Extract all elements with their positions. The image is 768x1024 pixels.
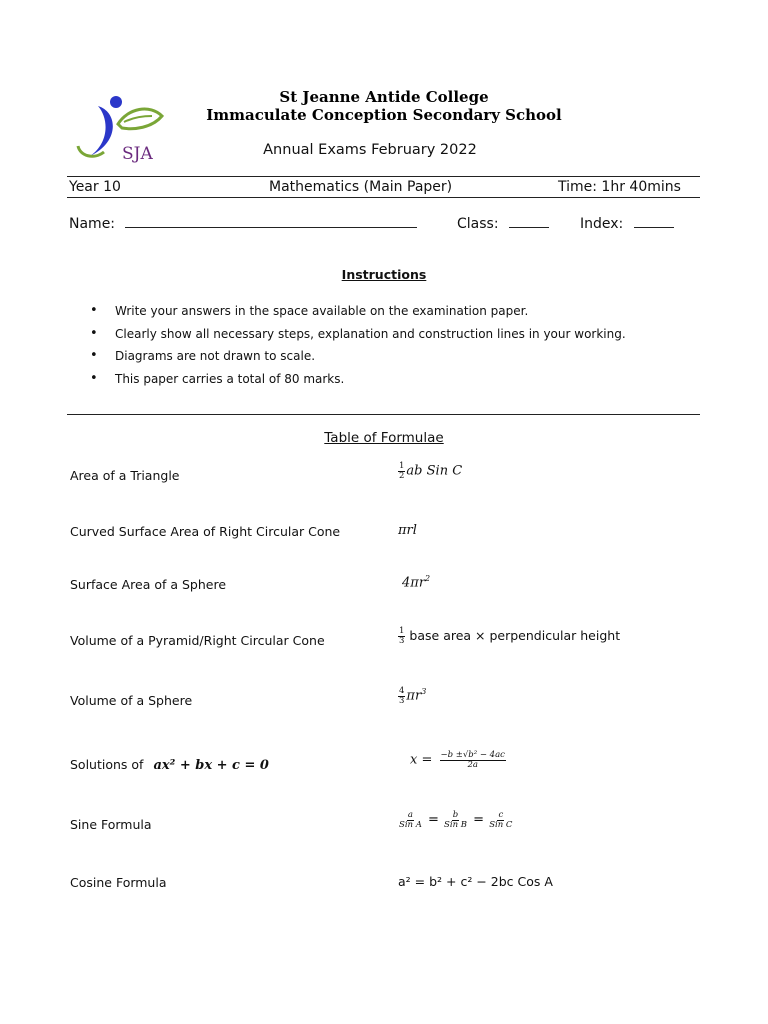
formula-label: Curved Surface Area of Right Circular Cone [70, 524, 341, 539]
name-label: Name: [69, 216, 116, 232]
logo-text: SJA [122, 144, 153, 164]
section-rule [67, 414, 700, 415]
formulae-title: Table of Formulae [324, 430, 444, 446]
formula-label: Volume of a Pyramid/Right Circular Cone [70, 633, 325, 648]
school-name: St Jeanne Antide College [279, 88, 489, 106]
paper-label: Mathematics (Main Paper) [269, 179, 453, 195]
formula-expression: $\frac{4}{3}$ $\pi r^3$ [399, 686, 427, 706]
header-rule-bottom [67, 197, 700, 198]
exam-title: Annual Exams February 2022 [263, 142, 477, 158]
formula-label: Cosine Formula [70, 875, 167, 890]
formula-expression: $4\pi r^2$ [402, 574, 431, 591]
class-field[interactable] [457, 216, 549, 232]
index-label: Index: [580, 216, 624, 232]
instruction-item: • Write your answers in the space available on the examination paper. [70, 300, 626, 323]
instruction-item: • Clearly show all necessary steps, explanation and construction lines in your working. [70, 323, 626, 346]
time-label: Time: 1hr 40mins [558, 179, 681, 195]
instructions-title: Instructions [341, 267, 427, 282]
formula-label: Surface Area of a Sphere [70, 577, 227, 592]
name-line[interactable] [125, 225, 417, 228]
instruction-item: • Diagrams are not drawn to scale. [70, 345, 626, 368]
formula-label: Volume of a Sphere [70, 693, 193, 708]
formula-expression: πrl [398, 523, 417, 538]
formula-expression: $\frac{1}{2}$ ab Sin C [399, 461, 463, 481]
year-label: Year 10 [69, 179, 121, 195]
formula-expression: x = $\frac{\text{−b ±√b² − 4ac}}{2a}$ [410, 750, 505, 770]
formula-expression: $\frac{a}{\text{Sin A}}$ = $\frac{b}{\text{Sin B}}$ = $\frac{c}{\text{Sin C}}$ [399, 810, 513, 830]
formula-expression: a² = b² + c² − 2bc Cos A [398, 874, 553, 889]
header-rule-top [67, 176, 700, 177]
class-label: Class: [457, 216, 499, 232]
formula-label: Area of a Triangle [70, 468, 180, 483]
formula-label: Sine Formula [70, 817, 152, 832]
school-subtitle: Immaculate Conception Secondary School [206, 106, 562, 124]
index-line[interactable] [634, 225, 674, 228]
instruction-item: • This paper carries a total of 80 marks. [70, 368, 626, 391]
formula-label: Solutions of ax² + bx + c = 0 [70, 757, 269, 773]
class-line[interactable] [509, 225, 549, 228]
name-field[interactable] [69, 216, 417, 232]
instructions-list [70, 300, 626, 390]
formula-expression: $\frac{1}{3}$ base area × perpendicular height [399, 626, 621, 646]
index-field[interactable] [580, 216, 674, 232]
